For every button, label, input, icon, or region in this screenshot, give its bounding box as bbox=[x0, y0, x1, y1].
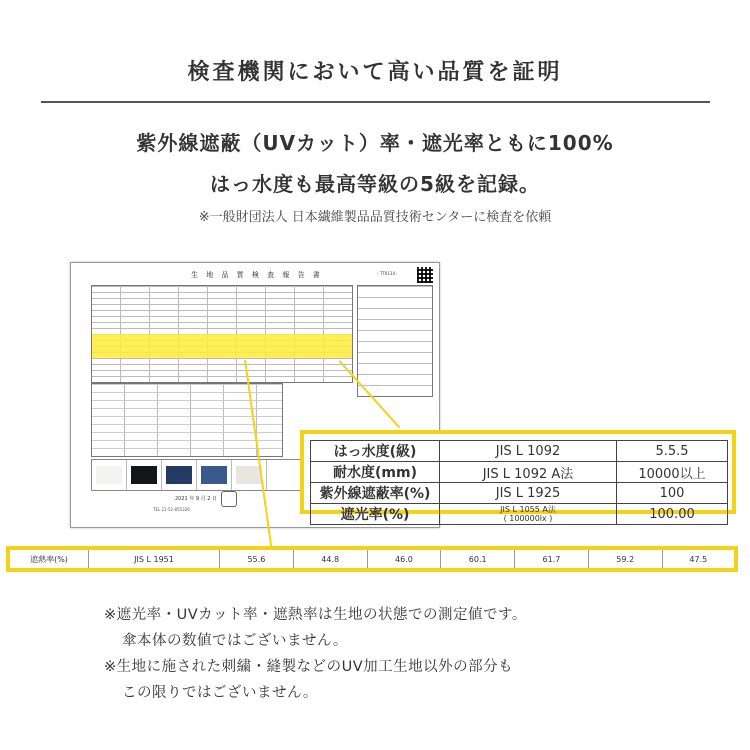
fabric-swatch bbox=[201, 466, 227, 484]
strip-value: 46.0 bbox=[367, 550, 441, 568]
row-label: 紫外線遮蔽率(%) bbox=[311, 483, 440, 504]
strip-value: 47.5 bbox=[689, 554, 708, 564]
results-callout bbox=[300, 430, 736, 523]
fabric-swatch bbox=[96, 466, 122, 484]
row-standard: JIS L 1092 bbox=[440, 441, 617, 462]
note-line: 傘本体の数値ではございません。 bbox=[122, 633, 348, 649]
table-row bbox=[10, 550, 734, 568]
fabric-swatches bbox=[91, 459, 303, 491]
report-title: 生 地 品 質 検 査 報 告 書 bbox=[191, 271, 323, 279]
strip-value: 60.1 bbox=[441, 550, 515, 568]
row-standard: JIS L 1055 A法 ( 100000lx ) bbox=[440, 504, 617, 525]
row-value: 5.5.5 bbox=[617, 441, 728, 462]
report-date: 2021 年 9 月 2 日 bbox=[175, 496, 218, 502]
row-value: 10000以上 bbox=[617, 462, 728, 483]
row-label: 耐水度(mm) bbox=[311, 462, 440, 483]
results-table bbox=[310, 440, 728, 525]
table-row bbox=[311, 483, 728, 504]
strip-value: 61.7 bbox=[515, 550, 589, 568]
strip-value: 44.8 bbox=[293, 550, 367, 568]
qr-code-icon bbox=[417, 267, 433, 283]
report-results-grid bbox=[91, 285, 353, 383]
fabric-swatch bbox=[166, 466, 192, 484]
highlight-row bbox=[92, 352, 352, 358]
strip-value: 55.6 bbox=[220, 550, 294, 568]
row-label: はっ水度(級) bbox=[311, 441, 440, 462]
strip-value: 59.2 bbox=[588, 550, 662, 568]
strip-standard: JIS L 1951 bbox=[89, 550, 220, 568]
report-tel: TEL 21-52-855326 bbox=[153, 507, 190, 512]
fabric-swatch bbox=[236, 466, 262, 484]
note-line: ※生地に施された刺繍・縫製などのUV加工生地以外の部分も bbox=[104, 659, 514, 675]
strip-label: 遮熱率(%) bbox=[10, 550, 89, 568]
note-line: ※遮光率・UVカット率・遮熱率は生地の状態での測定値です。 bbox=[104, 607, 527, 623]
row-value: 100 bbox=[617, 483, 728, 504]
seal-stamp-icon bbox=[221, 491, 237, 507]
table-row bbox=[311, 441, 728, 462]
row-label: 遮光率(%) bbox=[311, 504, 440, 525]
lead-line-2: はっ水度も最高等級の5級を記録。 bbox=[210, 172, 540, 196]
heat-shield-table bbox=[10, 550, 734, 568]
heading-divider bbox=[41, 101, 710, 103]
row-standard: JIS L 1092 A法 bbox=[440, 462, 617, 483]
table-row bbox=[311, 504, 728, 525]
testing-credit: ※一般財団法人 日本繊維製品品質技術センターに検査を依頼 bbox=[198, 210, 552, 225]
row-standard: JIS L 1925 bbox=[440, 483, 617, 504]
fabric-swatch bbox=[131, 466, 157, 484]
heat-shield-strip bbox=[6, 546, 738, 572]
page-heading: 検査機関において高い品質を証明 bbox=[187, 60, 563, 85]
report-info-panel bbox=[357, 285, 433, 397]
report-number: 〔 TT0134〕 bbox=[374, 271, 399, 276]
row-value: 100.00 bbox=[617, 504, 728, 525]
note-line: この限りではございません。 bbox=[122, 685, 318, 701]
lead-line-1: 紫外線遮蔽（UVカット）率・遮光率ともに100% bbox=[136, 131, 614, 155]
table-row bbox=[311, 462, 728, 483]
